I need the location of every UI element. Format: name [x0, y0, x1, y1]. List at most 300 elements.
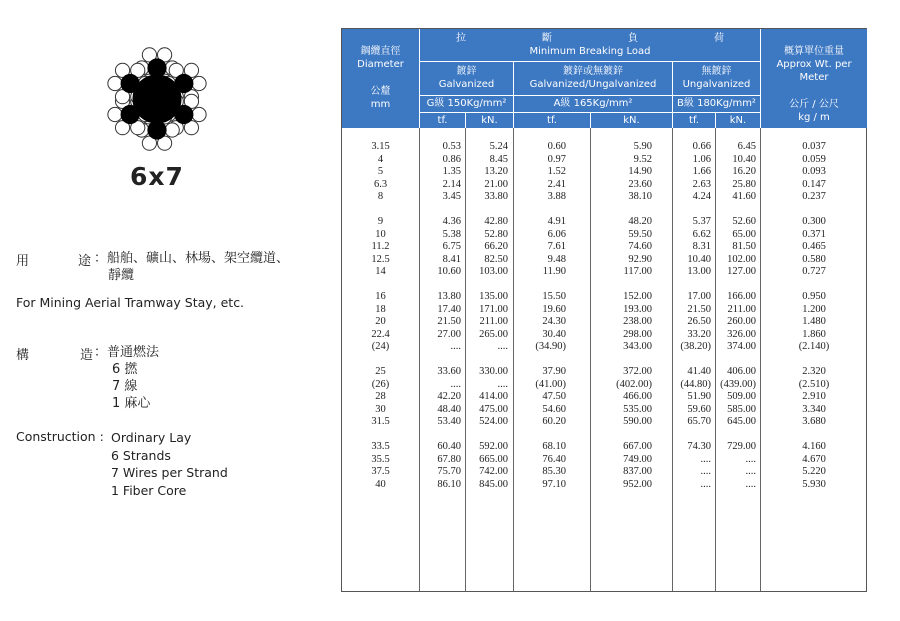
table-cell: 21.50: [687, 303, 711, 315]
table-cell: 22.4: [371, 328, 390, 340]
table-cell: 6.62: [692, 228, 711, 240]
construction-en-line-2: 6 Strands: [111, 447, 171, 463]
table-cell: 837.00: [623, 466, 652, 477]
weight-header: [761, 29, 867, 128]
table-cell: 466.00: [623, 391, 652, 402]
galvanized-header-en: Galvanized: [438, 79, 495, 90]
table-cell: 52.80: [484, 228, 508, 240]
table-cell: 5: [377, 166, 384, 177]
table-cell: 0.037: [802, 141, 826, 152]
row-group-spacer: [514, 279, 566, 292]
table-cell: 1.480: [802, 316, 826, 327]
table-cell: 298.00: [623, 328, 652, 340]
table-cell: 92.90: [628, 253, 652, 265]
table-cell: 97.10: [542, 478, 566, 490]
table-cell: 21.00: [484, 178, 508, 190]
table-cell: 48.20: [628, 216, 652, 227]
row-group-spacer: [466, 354, 508, 367]
table-cell: 10.60: [437, 266, 461, 277]
row-group-spacer: [342, 279, 419, 292]
table-cell: 4.670: [802, 453, 826, 465]
table-cell: 16.20: [732, 166, 756, 177]
table-cell: 2.63: [692, 178, 711, 190]
table-cell: 0.147: [802, 178, 826, 190]
rope-cross-section-icon: [98, 40, 216, 158]
table-cell: 13.00: [687, 266, 711, 277]
table-cell: ....: [745, 453, 756, 465]
table-cell: 2.910: [802, 391, 826, 402]
table-cell: ....: [745, 466, 756, 477]
table-cell: 3.15: [371, 141, 390, 152]
row-group-spacer: [514, 429, 566, 442]
table-cell: 28: [375, 391, 386, 402]
strand-center-wire: [121, 74, 139, 92]
table-cell: 4.160: [802, 441, 826, 452]
strand-wire: [165, 123, 179, 137]
diameter-unit-en: mm: [370, 99, 391, 110]
table-cell: 74.30: [687, 441, 711, 452]
table-cell: 38.10: [628, 191, 652, 202]
g-kn-header: kN.: [466, 113, 513, 128]
table-cell: 6.3: [373, 178, 388, 190]
table-cell: 27.00: [437, 328, 461, 340]
table-cell: (38.20): [680, 341, 711, 352]
row-group-spacer: [591, 429, 652, 442]
row-group-spacer: [673, 354, 711, 367]
mixed-header-en: Galvanized/Ungalvanized: [529, 79, 657, 90]
table-cell: 16: [375, 291, 386, 302]
row-group-spacer: [342, 354, 419, 367]
mixed-header-cn: 鍍鋅或無鍍鋅: [563, 66, 623, 77]
rope-model: 6x7: [130, 162, 184, 191]
table-cell: 23.60: [628, 178, 652, 190]
table-cell: 6.75: [442, 241, 461, 252]
table-cell: 592.00: [479, 441, 508, 452]
table-cell: 12.5: [371, 253, 390, 265]
table-cell: 1.66: [692, 166, 711, 177]
table-cell: 60.20: [542, 416, 566, 427]
row-group-spacer: [420, 429, 461, 442]
row-group-spacer: [673, 429, 711, 442]
table-cell: 4.24: [692, 191, 711, 202]
table-cell: 475.00: [479, 403, 508, 415]
grade-a-header: A級 165Kg/mm²: [514, 96, 672, 112]
table-cell: 67.80: [437, 453, 461, 465]
table-cell: 10: [375, 228, 386, 240]
table-cell: 53.40: [437, 416, 461, 427]
table-cell: 30.40: [542, 328, 566, 340]
table-cell: ....: [700, 478, 711, 490]
table-cell: 19.60: [542, 303, 566, 315]
table-cell: 0.950: [802, 291, 826, 302]
table-cell: 4.36: [442, 216, 461, 227]
table-cell: 3.340: [802, 403, 826, 415]
table-cell: 0.580: [802, 253, 826, 265]
mbl-char-3: 負: [628, 33, 638, 44]
diameter-unit-cn: 公釐: [370, 86, 391, 97]
table-cell: 5.930: [802, 478, 826, 490]
table-cell: 135.00: [479, 291, 508, 302]
table-cell: 24.30: [542, 316, 566, 327]
table-cell: 17.00: [687, 291, 711, 302]
table-cell: 48.40: [437, 403, 461, 415]
table-cell: 59.50: [628, 228, 652, 240]
table-cell: (439.00): [720, 378, 756, 390]
row-group-spacer: [591, 204, 652, 217]
table-cell: 166.00: [727, 291, 756, 302]
table-cell: (44.80): [680, 378, 711, 390]
table-cell: 59.60: [687, 403, 711, 415]
table-cell: 5.90: [633, 141, 652, 152]
table-cell: 0.059: [802, 153, 826, 165]
table-cell: ....: [745, 478, 756, 490]
table-cell: 103.00: [479, 266, 508, 277]
table-cell: 4: [377, 153, 384, 165]
table-cell: 66.20: [484, 241, 508, 252]
table-cell: 3.88: [547, 191, 566, 202]
mixed-header: [514, 62, 672, 95]
table-cell: 193.00: [623, 303, 652, 315]
table-cell: 0.60: [547, 141, 566, 152]
table-cell: 238.00: [623, 316, 652, 327]
g-kn-column: [466, 141, 508, 491]
table-cell: 17.40: [437, 303, 461, 315]
table-cell: (2.140): [798, 341, 830, 352]
table-cell: 75.70: [437, 466, 461, 477]
table-cell: 2.41: [547, 178, 566, 190]
table-cell: 1.35: [442, 166, 461, 177]
row-group-spacer: [514, 204, 566, 217]
table-cell: 0.53: [442, 141, 461, 152]
table-cell: 82.50: [484, 253, 508, 265]
row-group-spacer: [466, 279, 508, 292]
table-cell: 33.20: [687, 328, 711, 340]
table-cell: 13.20: [484, 166, 508, 177]
table-cell: 31.5: [371, 416, 390, 427]
table-cell: 25.80: [732, 178, 756, 190]
table-cell: 8: [377, 191, 384, 202]
table-cell: 590.00: [623, 416, 652, 427]
table-cell: 6.06: [547, 228, 566, 240]
strand-wire: [192, 76, 206, 90]
breaking-load-table: [341, 28, 867, 592]
row-group-spacer: [716, 354, 756, 367]
a-kn-column: [591, 141, 652, 491]
row-group-spacer: [514, 354, 566, 367]
table-cell: 21.50: [437, 316, 461, 327]
strand-wire: [108, 76, 122, 90]
ungalvanized-header: [673, 62, 760, 95]
ungalvanized-header-cn: 無鍍鋅: [701, 66, 732, 77]
row-group-spacer: [420, 279, 461, 292]
table-cell: ....: [700, 466, 711, 477]
b-tf-header: tf.: [673, 113, 715, 128]
table-cell: 117.00: [623, 266, 652, 277]
table-cell: ....: [497, 378, 508, 390]
table-cell: 326.00: [727, 328, 756, 340]
construction-cn-line-3: 7 線: [112, 379, 138, 394]
row-group-spacer: [342, 204, 419, 217]
table-cell: 33.60: [437, 366, 461, 377]
table-cell: 0.237: [802, 191, 826, 202]
construction-en-list: [111, 429, 228, 499]
table-cell: 127.00: [727, 266, 756, 277]
table-cell: 68.10: [542, 441, 566, 452]
table-cell: 14: [375, 266, 386, 277]
table-cell: 8.41: [442, 253, 461, 265]
table-cell: 0.465: [802, 241, 826, 252]
table-cell: 343.00: [623, 341, 652, 352]
table-cell: 509.00: [727, 391, 756, 402]
weight-header-en: Approx Wt. per Meter: [776, 59, 852, 83]
table-cell: 18: [375, 303, 386, 315]
a-tf-header: tf.: [514, 113, 590, 128]
ungalvanized-header-en: Ungalvanized: [682, 79, 751, 90]
table-cell: 0.66: [692, 141, 711, 152]
row-group-spacer: [420, 204, 461, 217]
table-cell: 406.00: [727, 366, 756, 377]
table-cell: 667.00: [623, 441, 652, 452]
table-cell: 42.80: [484, 216, 508, 227]
b-kn-column: [716, 141, 756, 491]
table-cell: ....: [450, 341, 461, 352]
b-kn-header: kN.: [716, 113, 760, 128]
g-tf-header: tf.: [420, 113, 465, 128]
table-cell: 51.90: [687, 391, 711, 402]
table-cell: 171.00: [479, 303, 508, 315]
usage-value-line-2: 靜纜: [108, 268, 135, 283]
diameter-header: [342, 29, 419, 128]
table-cell: 0.86: [442, 153, 461, 165]
row-group-spacer: [716, 429, 756, 442]
construction-label-char-2: 造: [80, 348, 94, 363]
row-group-spacer: [591, 354, 652, 367]
construction-cn-list: [94, 344, 159, 412]
diameter-column: [342, 141, 419, 491]
table-cell: 11.2: [371, 241, 390, 252]
table-cell: 414.00: [479, 391, 508, 402]
row-group-spacer: [591, 279, 652, 292]
mbl-header-en: Minimum Breaking Load: [529, 46, 651, 57]
table-cell: 5.38: [442, 228, 461, 240]
table-cell: 374.00: [727, 341, 756, 352]
construction-en-label: Construction :: [16, 429, 104, 444]
strand-center-wire: [175, 105, 193, 123]
table-cell: 524.00: [479, 416, 508, 427]
table-cell: 665.00: [479, 453, 508, 465]
diameter-header-en: Diameter: [357, 59, 404, 70]
table-cell: (41.00): [535, 378, 566, 390]
strand-center-wire: [148, 59, 166, 77]
table-cell: 372.00: [623, 366, 652, 377]
b-tf-column: [673, 141, 711, 491]
table-cell: 1.06: [692, 153, 711, 165]
table-cell: 74.60: [628, 241, 652, 252]
table-cell: 585.00: [727, 403, 756, 415]
row-group-spacer: [420, 354, 461, 367]
weight-unit-en: kg / m: [798, 112, 830, 123]
strand-center-wire: [121, 105, 139, 123]
table-cell: 76.40: [542, 453, 566, 465]
usage-value-en: For Mining Aerial Tramway Stay, etc.: [16, 295, 245, 310]
table-cell: 37.5: [371, 466, 390, 477]
galvanized-header-cn: 鍍鋅: [456, 66, 477, 77]
weight-header-cn: 概算單位重量: [784, 46, 844, 57]
construction-cn-line-4: 1 麻心: [112, 396, 151, 411]
strand-center-wire: [148, 121, 166, 139]
table-cell: 54.60: [542, 403, 566, 415]
table-cell: 1.52: [547, 166, 566, 177]
row-group-spacer: [466, 204, 508, 217]
strand-wire: [192, 107, 206, 121]
table-cell: 52.60: [732, 216, 756, 227]
table-cell: 330.00: [479, 366, 508, 377]
table-cell: 40: [375, 478, 386, 490]
construction-en-line-3: 7 Wires per Strand: [111, 465, 228, 480]
table-cell: 37.90: [542, 366, 566, 377]
table-cell: 5.24: [489, 141, 508, 152]
weight-unit-cn: 公斤 / 公尺: [789, 99, 839, 110]
row-group-spacer: [466, 429, 508, 442]
a-kn-header: kN.: [591, 113, 672, 128]
table-cell: 845.00: [479, 478, 508, 490]
table-cell: 15.50: [542, 291, 566, 302]
table-cell: 33.80: [484, 191, 508, 202]
row-group-spacer: [761, 204, 867, 217]
construction-label-char-1: 構: [16, 348, 30, 363]
table-cell: 742.00: [479, 466, 508, 477]
construction-en-line-4: 1 Fiber Core: [111, 482, 187, 498]
table-cell: 9.48: [547, 253, 566, 265]
mbl-char-1: 拉: [456, 33, 466, 44]
table-cell: (24): [371, 341, 390, 352]
construction-en-line-1: Ordinary Lay: [111, 430, 192, 445]
table-cell: 6.45: [737, 141, 756, 152]
mbl-char-2: 斷: [542, 33, 552, 44]
table-cell: 8.45: [489, 153, 508, 165]
grade-b-header: B級 180Kg/mm²: [673, 96, 760, 112]
table-cell: 5.220: [802, 466, 826, 477]
table-cell: 102.00: [727, 253, 756, 265]
table-cell: 65.70: [687, 416, 711, 427]
table-cell: 1.200: [802, 303, 826, 315]
table-cell: (26): [371, 378, 390, 390]
construction-cn-line-2: 6 撚: [112, 362, 138, 377]
table-cell: 645.00: [727, 416, 756, 427]
mbl-header: [420, 29, 760, 61]
grade-g-header: G級 150Kg/mm²: [420, 96, 513, 112]
table-cell: (34.90): [535, 341, 566, 352]
table-cell: 11.90: [542, 266, 566, 277]
table-cell: 30: [375, 403, 386, 415]
mbl-char-4: 荷: [714, 33, 724, 44]
table-cell: 60.40: [437, 441, 461, 452]
table-cell: 265.00: [479, 328, 508, 340]
table-cell: (402.00): [616, 378, 652, 390]
strand-center-wire: [175, 74, 193, 92]
table-cell: 42.20: [437, 391, 461, 402]
table-cell: 85.30: [542, 466, 566, 477]
table-cell: 749.00: [623, 453, 652, 465]
row-group-spacer: [761, 279, 867, 292]
table-cell: (2.510): [798, 378, 830, 390]
row-group-spacer: [342, 429, 419, 442]
table-cell: 0.093: [802, 166, 826, 177]
usage-label-char-2: 途: [78, 254, 92, 269]
g-tf-column: [420, 141, 461, 491]
table-cell: 86.10: [437, 478, 461, 490]
table-cell: 4.91: [547, 216, 566, 227]
table-cell: 0.371: [802, 228, 826, 240]
table-cell: 14.90: [628, 166, 652, 177]
table-cell: 41.60: [732, 191, 756, 202]
table-cell: 952.00: [623, 478, 652, 490]
table-cell: 7.61: [547, 241, 566, 252]
table-cell: 35.5: [371, 453, 390, 465]
row-group-spacer: [673, 204, 711, 217]
table-cell: 25: [375, 366, 386, 377]
weight-column: [761, 141, 867, 491]
table-cell: 211.00: [479, 316, 508, 327]
table-cell: ....: [450, 378, 461, 390]
table-cell: 10.40: [687, 253, 711, 265]
table-cell: 41.40: [687, 366, 711, 377]
table-cell: 260.00: [727, 316, 756, 327]
row-group-spacer: [673, 279, 711, 292]
table-cell: 1.860: [802, 328, 826, 340]
table-cell: 0.300: [802, 216, 826, 227]
table-cell: 2.320: [802, 366, 826, 377]
table-cell: 535.00: [623, 403, 652, 415]
table-cell: 13.80: [437, 291, 461, 302]
row-group-spacer: [761, 429, 867, 442]
table-cell: 8.31: [692, 241, 711, 252]
galvanized-header: [420, 62, 513, 95]
table-cell: 26.50: [687, 316, 711, 327]
table-cell: 0.727: [802, 266, 826, 277]
table-cell: 3.45: [442, 191, 461, 202]
table-cell: 0.97: [547, 153, 566, 165]
row-group-spacer: [716, 279, 756, 292]
strand-wire: [108, 107, 122, 121]
table-cell: 65.00: [732, 228, 756, 240]
table-cell: ....: [497, 341, 508, 352]
usage-value-cn: [94, 250, 289, 284]
table-cell: 3.680: [802, 416, 826, 427]
table-cell: ....: [700, 453, 711, 465]
table-cell: 2.14: [442, 178, 461, 190]
a-tf-column: [514, 141, 566, 491]
table-cell: 81.50: [732, 241, 756, 252]
table-cell: 20: [375, 316, 386, 327]
diameter-header-cn: 鋼纜直徑: [360, 46, 401, 57]
row-group-spacer: [716, 204, 756, 217]
fiber-core: [133, 75, 181, 123]
table-cell: 33.5: [371, 441, 390, 452]
table-cell: 9.52: [633, 153, 652, 165]
table-cell: 729.00: [727, 441, 756, 452]
usage-label-char-1: 用: [16, 254, 30, 269]
table-cell: 211.00: [727, 303, 756, 315]
table-cell: 9: [377, 216, 384, 227]
row-group-spacer: [761, 354, 867, 367]
construction-cn-line-1: ：普通燃法: [94, 345, 160, 360]
table-cell: 5.37: [692, 216, 711, 227]
table-cell: 47.50: [542, 391, 566, 402]
table-cell: 10.40: [732, 153, 756, 165]
usage-value-line-1: ：船舶、礦山、林場、架空纜道、: [94, 251, 290, 266]
table-cell: 152.00: [623, 291, 652, 302]
